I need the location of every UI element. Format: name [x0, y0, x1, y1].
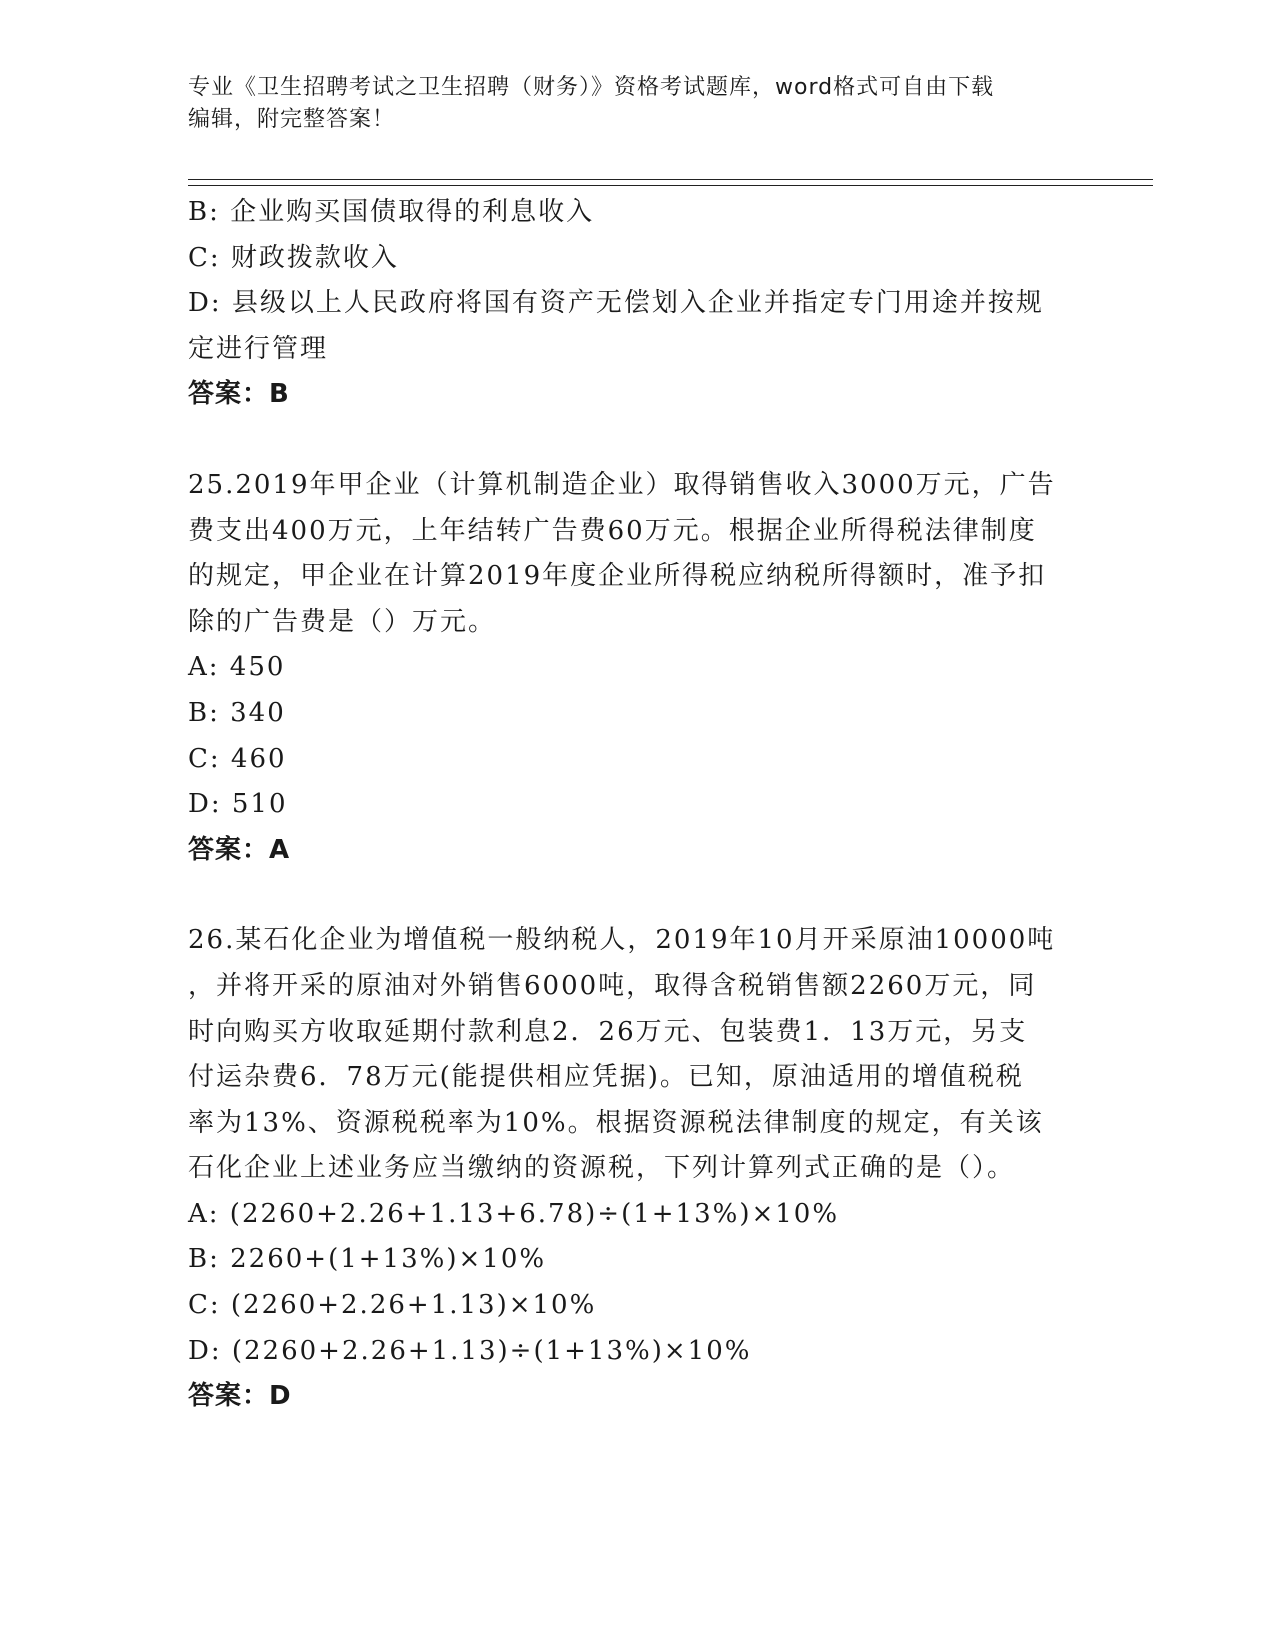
- q25-option-d: D: 510: [188, 789, 288, 820]
- prev-option-c: C: 财政拨款收入: [188, 242, 399, 273]
- q26-answer: 答案：D: [188, 1381, 292, 1412]
- q25-option-a: A: 450: [188, 652, 286, 683]
- document-header: [188, 72, 1068, 136]
- q25-answer: 答案：A: [188, 834, 291, 865]
- q25-stem-line-3: 的规定，甲企业在计算2019年度企业所得税应纳税所得额时，准予扣: [188, 561, 1047, 592]
- q26-stem-line-3: 时向购买方收取延期付款利息2．26万元、包装费1．13万元，另支: [188, 1016, 1028, 1047]
- q26-option-d: D: (2260+2.26+1.13)÷(1+13%)×10%: [188, 1335, 752, 1366]
- q26-stem-line-6: 石化企业上述业务应当缴纳的资源税，下列计算列式正确的是（）。: [188, 1153, 1016, 1184]
- prev-option-d-line-2: 定进行管理: [188, 333, 329, 364]
- question-26: [188, 918, 1078, 1420]
- prev-option-b: B: 企业购买国债取得的利息收入: [188, 197, 595, 227]
- q26-stem-line-5: 率为13%、资源税税率为10%。根据资源税法律制度的规定，有关该: [188, 1107, 1044, 1138]
- header-rule-top: [188, 179, 1153, 180]
- q26-option-c: C: (2260+2.26+1.13)×10%: [188, 1290, 597, 1321]
- prev-question: [188, 190, 1078, 418]
- spacer: [188, 418, 1078, 463]
- header-line-2: 编辑，附完整答案！: [188, 107, 396, 132]
- q26-stem-line-2: ，并将开采的原油对外销售6000吨，取得含税销售额2260万元，同: [188, 970, 1037, 1001]
- q26-stem-line-4: 付运杂费6．78万元(能提供相应凭据)。已知，原油适用的增值税税: [188, 1062, 1024, 1093]
- prev-option-d-line-1: D: 县级以上人民政府将国有资产无偿划入企业并指定专门用途并按规: [188, 288, 1044, 319]
- header-rule-bottom: [188, 185, 1153, 186]
- q25-stem-line-4: 除的广告费是（）万元。: [188, 606, 497, 637]
- spacer: [188, 873, 1078, 918]
- q25-option-c: C: 460: [188, 743, 287, 774]
- question-25: [188, 463, 1078, 873]
- q26-option-b: B: 2260+(1+13%)×10%: [188, 1244, 547, 1275]
- header-line-1: 专业《卫生招聘考试之卫生招聘（财务）》资格考试题库，word格式可自由下载: [188, 75, 995, 100]
- q25-stem-line-1: 25.2019年甲企业（计算机制造企业）取得销售收入3000万元，广告: [188, 469, 1056, 500]
- q26-option-a: A: (2260+2.26+1.13+6.78)÷(1+13%)×10%: [188, 1198, 840, 1229]
- document-body: [188, 190, 1078, 1420]
- q25-stem-line-2: 费支出400万元，上年结转广告费60万元。根据企业所得税法律制度: [188, 515, 1037, 546]
- q26-stem-line-1: 26.某石化企业为增值税一般纳税人，2019年10月开采原油10000吨: [188, 925, 1056, 956]
- q25-option-b: B: 340: [188, 697, 286, 728]
- prev-answer: 答案：B: [188, 379, 290, 410]
